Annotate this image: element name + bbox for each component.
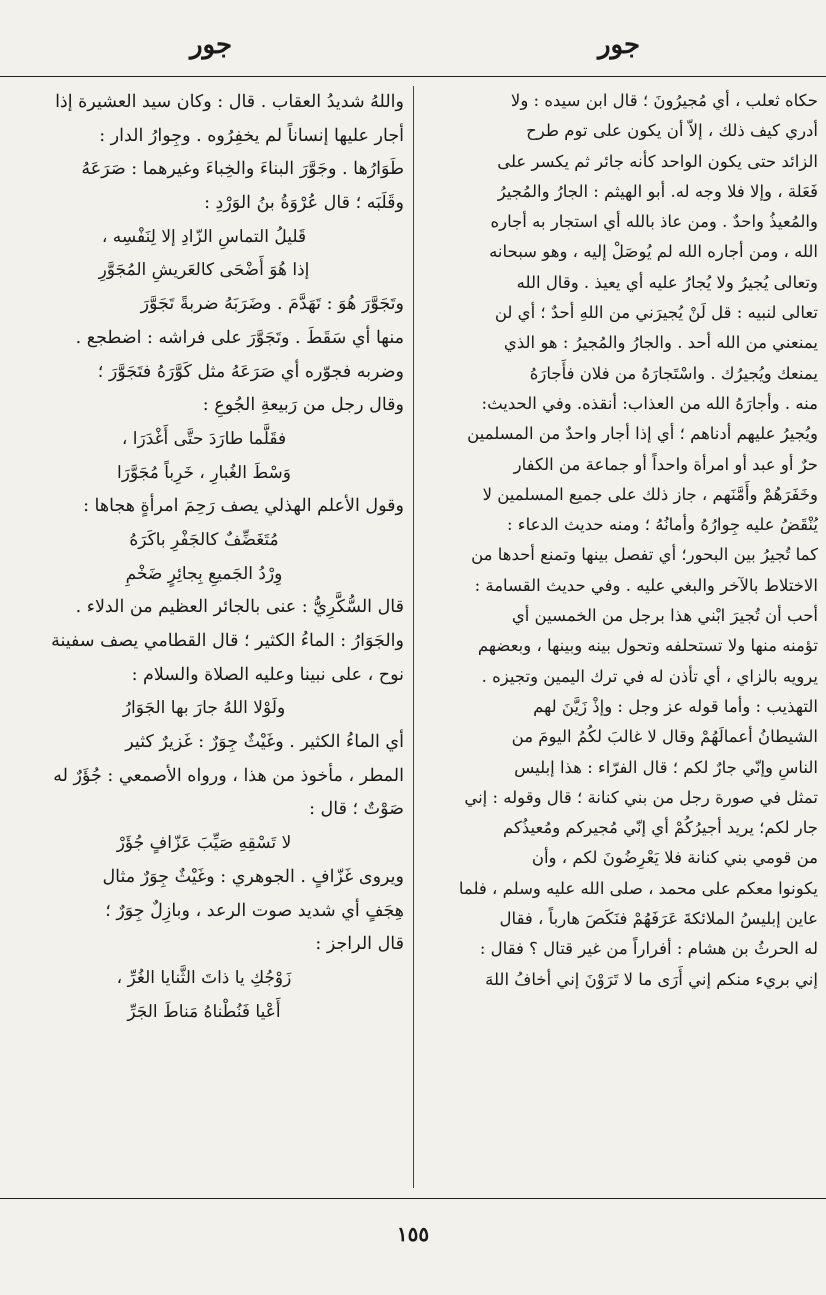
- text-line: تمثل في صورة رجل من بني كنانة ؛ قال وقوله : إني: [464, 787, 818, 807]
- text-line: جار لكم؛ يريد أجيرُكُمْ أي إنّي مُجيركم ومُعيذُكم: [502, 818, 818, 838]
- verse-line: مُتَغَضِّفٌ كالجَفْرِ باكَرَهُ: [129, 529, 279, 550]
- text-line: فَعَلة ، وإلا فلا وجه له. أبو الهيثم : الجارُ والمُجيرُ: [497, 181, 818, 201]
- text-line: وتَجَوَّرَ هُوَ : تَهَدَّمَ . وضَرَبَهُ ضربةً تَجَوَّرَ: [140, 294, 404, 315]
- text-line: أجار عليها إنساناً لم يخفِرُوه . وجِوارُ الدار :: [99, 125, 404, 146]
- text-line: منه . وأجارَهُ الله من العذاب: أنقذه. وفي الحديث:: [481, 393, 818, 413]
- text-line: والجَوَارُ : الماءُ الكثير ؛ قال القطامي يصف سفينة: [51, 631, 404, 651]
- text-line: قال الراجز :: [315, 934, 404, 955]
- text-line: ويُجيرُ عليهم أدناهم ؛ أي إذا أجار واحدٌ من المسلمين: [467, 424, 818, 444]
- text-line: والمُعيذُ واحدٌ . ومن عاذ بالله أي استجار به أجاره: [490, 212, 818, 232]
- verse-line: أَعْيا فَنُطْناهُ مَناطَ الجَرِّ: [127, 1001, 281, 1022]
- verse-line: ولَوْلا اللهُ جارَ بها الجَوَارُ: [122, 698, 286, 719]
- verse-line: إذا هُوَ أَضْحَى كالعَريشِ المُجَوَّرِ: [98, 260, 310, 281]
- text-line: تؤمنه منها ولا تستحلفه وتحول بينه وبينها ، وبعضهم: [477, 636, 818, 656]
- verse-line: لا تَسْقِهِ صَيِّبَ عَزّافٍ جُؤَرْ: [116, 833, 292, 854]
- text-line: أي الماءُ الكثير . وغَيْثٌ جِوَرٌ : غَزيرٌ كثير: [125, 732, 404, 753]
- text-line: الشيطانُ أعمالَهُمْ وقال لا غالبَ لكُمُ اليومَ من: [511, 727, 818, 747]
- verse-line: وِرْدُ الجَميعِ بِجائِرٍ ضَخْمِ: [125, 563, 283, 584]
- text-line: حكاه ثعلب ، أي مُجيرُونَ ؛ قال ابن سيده : ولا: [510, 91, 818, 110]
- text-line: قال السُّكَّرِيُّ : عنى بالجائر العظيم من الدلاء .: [75, 597, 404, 618]
- text-line: الناسِ وإنّي جارٌ لكم ؛ قال الفرّاء : هذا إبليس: [514, 757, 818, 777]
- text-line: منها أي سَقَطَ . وتَجَوَّرَ على فراشه : اضطجع .: [75, 327, 404, 348]
- right-column: [420, 86, 818, 1190]
- text-line: كما تُجيرُ بين البحور؛ أي تفصل بينها وتمنع أحدها من: [471, 545, 818, 565]
- text-line: له الحرثُ بن هشام : أفراراً من غير قتال ؟ فقال :: [479, 939, 818, 959]
- text-line: ويروى غَزّافٍ . الجوهري : وغَيْثٌ جِوَرٌ مثال: [102, 866, 404, 887]
- column-divider: [413, 86, 414, 1188]
- verse-line: زَوْجُكِ يا ذاتَ الثَّنايا الغُرِّ ،: [116, 967, 292, 988]
- text-line: وضربه فجوّره أي صَرَعَهُ مثل كَوَّرَهُ فتَجَوَّرَ ؛: [97, 361, 404, 382]
- text-line: يمنعني من الله أحد . والجارُ والمُجيرُ : هو الذي: [503, 333, 818, 353]
- text-line: يرويه بالزاي ، أي تأذن له في ترك اليمين وتجيزه .: [481, 666, 818, 686]
- text-line: يمنعك ويُجيرُك . واسْتَجارَهُ من فلان فأَجارَهُ: [529, 363, 818, 383]
- running-header-right: جور: [598, 30, 641, 60]
- left-column: [4, 86, 404, 1190]
- text-line: عاين إبليسُ الملائكةَ عَرَفَهُمْ فنَكَصَ هارباً ، فقال: [499, 909, 818, 929]
- verse-line: قَليلُ التماسِ الزّادِ إلا لِنَفْسِه ،: [101, 226, 307, 247]
- text-line: أحب أن تُجيرَ ابْني هذا برجل من الخمسين أي: [511, 606, 818, 626]
- footer-rule: [0, 1198, 826, 1199]
- text-line: حرٌ أو عبد أو امرأة واحداً أو جماعة من الكفار: [513, 454, 818, 474]
- text-line: من قومي بني كنانة فلا يَعْرِضُونَ لكم ، وأن: [531, 848, 818, 868]
- verse-line: وَسْطَ الغُبارِ ، خَرِباً مُجَوَّرَا: [117, 462, 291, 483]
- text-line: وتعالى يُجيرُ ولا يُجارُ عليه أي يعيذ . وقال الله: [516, 272, 818, 292]
- text-line: طَوَارُها . وجَوَّرَ البناءَ والخِباءَ وغيرهما : صَرَعَهُ: [81, 159, 404, 180]
- text-line: واللهُ شديدُ العقاب . قال : وكان سيد العشيرة إذا: [55, 92, 404, 112]
- text-line: هِجَفٍ أي شديد صوت الرعد ، وبازِلٌ جِوَرٌ ؛: [105, 900, 404, 921]
- text-line: الزائد حتى يكون الواحد كأنه جائر ثم يكسر على: [497, 151, 818, 171]
- text-line: تعالى لنبيه : قل لَنْ يُجيرَني من اللهِ أحدٌ ؛ أي لن: [494, 303, 818, 323]
- text-line: أدري كيف ذلك ، إلاّ أن يكون على توم طرح: [526, 121, 818, 141]
- text-line: نوح ، على نبينا وعليه الصلاة والسلام :: [131, 664, 404, 685]
- text-line: إني بريء منكم إني أَرَى ما لا تَرَوْنَ إني أخافُ اللهَ: [485, 969, 818, 989]
- text-line: الاختلاط بالآخر والبغي عليه . وفي حديث القسامة :: [474, 575, 818, 595]
- verse-line: فقَلَّما طارَدَ حتَّى أَغْدَرَا ،: [121, 428, 287, 449]
- text-line: يُنْقَضُ عليه جِوارُهُ وأمانُهُ ؛ ومنه حديث الدعاء :: [507, 515, 818, 535]
- page-number: ١٥٥: [396, 1222, 430, 1246]
- text-line: الله ، ومن أجاره الله لم يُوصَلْ إليه ، وهو سبحانه: [489, 242, 818, 262]
- text-line: التهذيب : وأما قوله عز وجل : وإذْ زَيَّنَ لهم: [533, 696, 818, 716]
- running-header-left: جور: [190, 30, 233, 60]
- text-line: وخَفَرَهُمْ وأَمَّنَهم ، جاز ذلك على جميع المسلمين لا: [482, 484, 818, 504]
- text-line: وقول الأعلم الهذلي يصف رَحِمَ امرأةٍ هجاها :: [83, 496, 404, 517]
- text-line: وقَلَبَه ؛ قال عُرْوَةُ بنُ الوَرْدِ :: [204, 193, 404, 214]
- header-rule: [0, 76, 826, 77]
- text-line: المطر ، مأخوذ من هذا ، ورواه الأصمعي : جُؤَرٌ له: [53, 765, 404, 786]
- text-line: يكونوا معكم على محمد ، صلى الله عليه وسلم ، فلما: [458, 878, 818, 898]
- text-line: وقال رجل من رَبيعةِ الجُوعِ :: [202, 395, 404, 416]
- text-line: صَوْتٌ ؛ قال :: [309, 799, 404, 820]
